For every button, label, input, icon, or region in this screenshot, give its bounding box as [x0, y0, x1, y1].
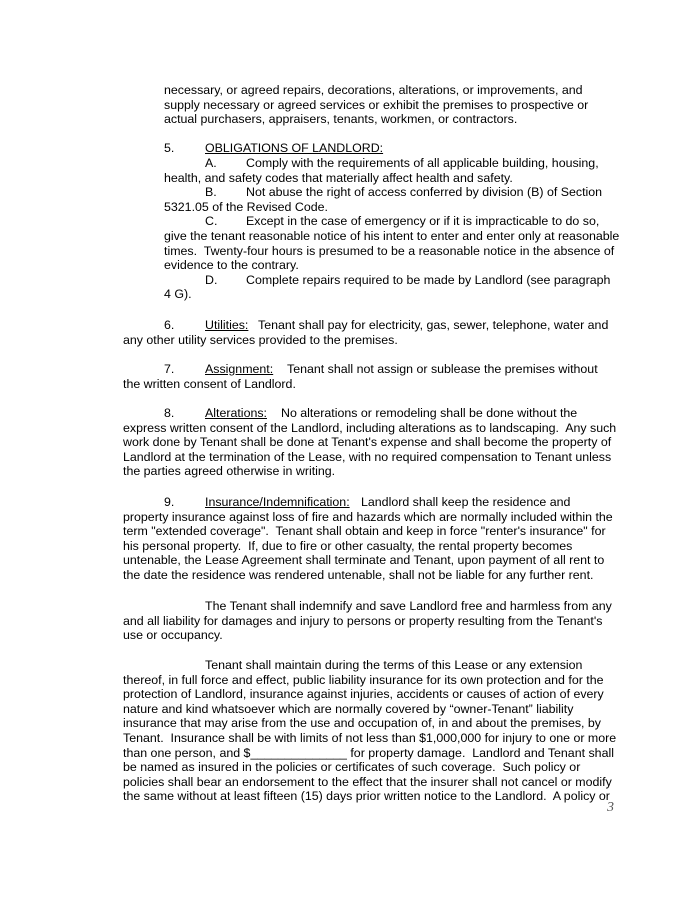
liability-line-3: protection of Landlord, insurance against injuries, accidents or causes of action of every: [123, 687, 604, 702]
section-5b-rest: 5321.05 of the Revised Code.: [164, 199, 328, 214]
section-5d-letter: D.: [205, 272, 218, 287]
liability-first-line: Tenant shall maintain during the terms of this Lease or any extension: [205, 658, 583, 672]
section-8-number: 8.: [164, 406, 175, 420]
section-5c-line-2: give the tenant reasonable notice of his intent to enter and enter only at reasonable: [164, 229, 620, 243]
section-5c-line-3: times. Twenty-four hours is presumed to be a reasonable notice in the absence of: [164, 243, 615, 258]
liability-line-2: thereof, in full force and effect, public liability insurance for its own protection and for the: [123, 672, 604, 687]
section-8-line-4: Landlord at the termination of the Lease, with no required compensation to Tenant unless: [123, 449, 612, 464]
intro-line-1: necessary, or agreed repairs, decorations, alterations, or improvements, and: [164, 83, 583, 97]
indemnify-line-2: and all liability for damages and injury to persons or property resulting from the Tenant's: [123, 613, 603, 628]
section-9-line-5: untenable, the Lease Agreement shall terminate and Tenant, upon payment of all rent to: [123, 553, 605, 568]
liability-line-5: insurance that may arise from the use and occupation of, in and about the premises, by: [123, 716, 602, 731]
section-8-title: Alterations:: [205, 406, 267, 420]
section-5a-letter: A.: [205, 156, 217, 170]
section-7-first-line: Tenant shall not assign or sublease the premises without: [287, 362, 598, 376]
section-7-title: Assignment:: [205, 362, 274, 376]
section-8-first-line: No alterations or remodeling shall be done without the: [281, 406, 578, 420]
liability-line-9: policies shall bear an endorsement to the effect that the insurer shall not cancel or modify: [123, 774, 612, 789]
indemnify-first-line: The Tenant shall indemnify and save Landlord free and harmless from any: [205, 599, 612, 613]
section-5d-first-line: Complete repairs required to be made by Landlord (see paragraph: [246, 272, 611, 287]
section-6-number: 6.: [164, 318, 175, 332]
section-5d-rest: 4 G).: [164, 287, 192, 302]
section-5c-line-4: evidence to the contrary.: [164, 258, 299, 273]
section-6-first-line: Tenant shall pay for electricity, gas, sewer, telephone, water and: [258, 318, 609, 332]
section-8-line-3: work done by Tenant shall be done at Tenant's expense and shall become the property of: [123, 435, 612, 450]
liability-line-7: than one person, and $______________ for property damage. Landlord and Tenant shall: [123, 745, 614, 760]
section-5a-rest: health, and safety codes that materially affect health and safety.: [164, 170, 513, 185]
section-9-line-6: the date the residence was rendered untenable, shall not be liable for any further rent.: [123, 568, 594, 582]
section-9-number: 9.: [164, 495, 175, 509]
section-9-title: Insurance/Indemnification:: [205, 495, 350, 509]
section-9-line-4: his personal property. If, due to fire or other casualty, the rental property becomes: [123, 538, 573, 553]
section-8-line-2: express written consent of the Landlord, including alterations as to landscaping. Any such: [123, 420, 617, 435]
section-5c-letter: C.: [205, 214, 218, 229]
section-5c-first-line: Except in the case of emergency or if it is impracticable to do so,: [246, 214, 600, 229]
section-7-number: 7.: [164, 362, 175, 376]
section-9-line-2: property insurance against loss of fire and hazards which are normally included within the: [123, 509, 613, 524]
section-9-first-line: Landlord shall keep the residence and: [361, 495, 571, 509]
section-5a-first-line: Comply with the requirements of all applicable building, housing,: [246, 156, 599, 170]
liability-line-6: Tenant. Insurance shall be with limits of not less than $1,000,000 for injury to one or more: [123, 731, 617, 745]
liability-line-10: the same without at least fifteen (15) days prior written notice to the Landlord. A policy or: [123, 789, 610, 804]
section-5-number: 5.: [164, 141, 175, 156]
intro-line-3: actual purchasers, appraisers, tenants, workmen, or contractors.: [164, 112, 518, 127]
section-5b-first-line: Not abuse the right of access conferred by division (B) of Section: [246, 185, 603, 200]
section-7-rest: the written consent of Landlord.: [123, 376, 296, 391]
page-number: 3: [607, 800, 614, 815]
section-6-rest: any other utility services provided to the premises.: [123, 332, 398, 347]
section-9-line-3: term "extended coverage". Tenant shall obtain and keep in force "renter's insurance" for: [123, 524, 606, 539]
liability-line-8: be named as insured in the policies or certificates of such coverage. Such policy or: [123, 760, 581, 775]
indemnify-line-3: use or occupancy.: [123, 628, 223, 643]
section-5b-letter: B.: [205, 185, 217, 200]
section-6-title: Utilities:: [205, 318, 249, 332]
section-5-heading: OBLIGATIONS OF LANDLORD:: [205, 141, 384, 156]
section-8-line-5: the parties agreed otherwise in writing.: [123, 464, 336, 479]
liability-line-4: nature and kind whatsoever which are normally covered by “owner-Tenant” liability: [123, 701, 574, 716]
intro-line-2: supply necessary or agreed services or exhibit the premises to prospective or: [164, 97, 589, 112]
